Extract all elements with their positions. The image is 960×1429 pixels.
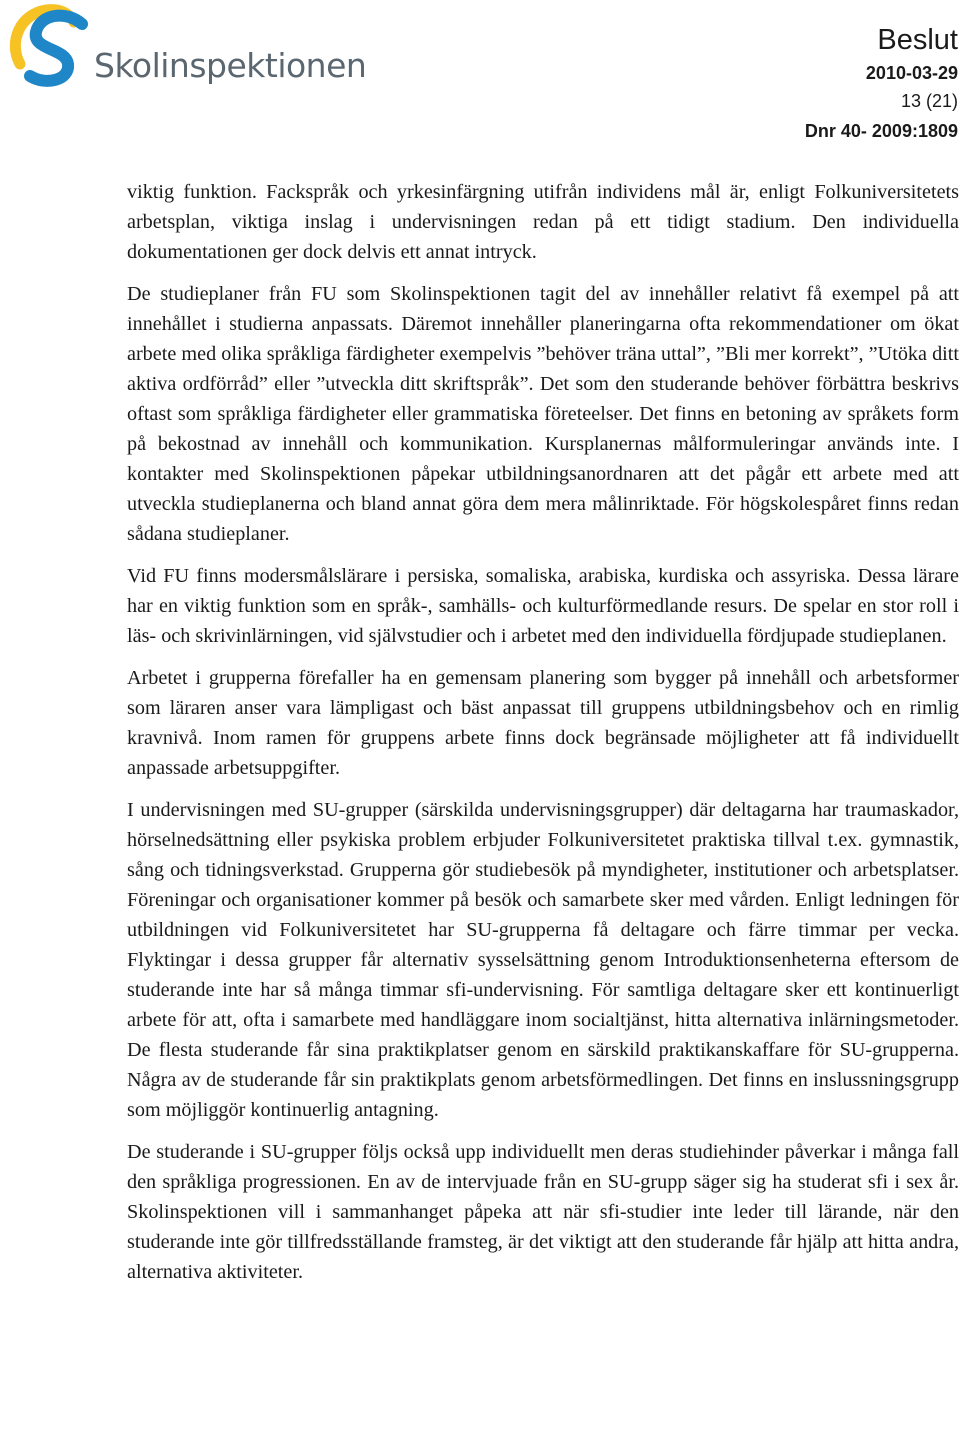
document-date: 2010-03-29 (865, 63, 958, 83)
registration-number: Dnr 40- 2009:1809 (804, 121, 958, 141)
document-body (127, 177, 959, 1299)
paragraph: viktig funktion. Fackspråk och yrkesinfärgning utifrån individens mål är, enligt Folkuniversitetets arbetsplan, viktiga inslag i undervisningen redan på ett tidigt stadium. Den individuella dokumentationen ger dock delvis ett annat intryck. (127, 181, 959, 263)
paragraph: I undervisningen med SU-grupper (särskilda undervisningsgrupper) där deltagarna har traumaskador, hörselnedsättning eller psykiska problem erbjuder Folkuniversitetet praktiska tillval t.ex. gymnastik, sång och tidningsverkstad. Grupperna gör studiebesök på myndigheter, institutioner och arbetsplatser. Föreningar och organisationer kommer på besök och samarbete sker med vården. Enligt ledningen för utbildningen vid Folkuniversitetet har SU-grupperna få deltagare och färre timmar per vecka. Flyktingar i dessa grupper får alternativ sysselsättning genom Introduktionsenheterna eftersom de studerande inte har så många timmar sfi-undervisning. För samtliga deltagare sker ett kontinuerligt arbete för att, ofta i samarbete med handläggare inom socialtjänst, hitta alternativa inlärningsmetoder. De flesta studerande får sina praktikplatser genom en särskild praktikanskaffare för SU-gruppernа. Några av de studerande får sin praktikplats genom arbetsförmedlingen. Det finns en inslussningsgrupp som möjliggör kontinuerlig antagning. (127, 799, 959, 1121)
skolinspektionen-logo (6, 2, 367, 92)
paragraph: De studieplaner från FU som Skolinspektionen tagit del av innehåller relativt få exempel på att innehållet i studierna anpassats. Däremot innehåller planeringarna ofta rekommendationer om ökat arbete med olika språkliga färdigheter exempelvis ”behöver träna uttal”, ”Bli mer korrekt”, ”Utöka ditt aktiva ordförråd” eller ”utveckla ditt skriftspråk”. Det som den studerande behöver förbättra beskrivs oftast som språkliga färdigheter eller grammatiska företeelser. Det finns en betoning av språkets form på bekostnad av innehåll och kommunikation. Kursplanernas målformuleringar används inte. I kontakter med Skolinspektionen påpekar utbildningsanordnaren att det pågår ett arbete med att utveckla studieplanerna och bland annat göra dem mera målinriktade. För högskolespåret finns redan sådana studieplaner. (127, 283, 959, 545)
paragraph: De studerande i SU-grupper följs också upp individuellt men deras studiehinder påverkar i många fall den språkliga progressionen. En av de intervjuade från en SU-grupp säger sig ha studerat sfi i sex år. Skolinspektionen vill i sammanhanget påpeka att när sfi-studier inte leder till lärande, när den studerande inte gör tillfredsställande framsteg, är det viktigt att den studerande får hjälp att hitta andra, alternativa aktiviteter. (127, 1141, 959, 1283)
logo-swirl-icon (6, 2, 106, 92)
page-header (0, 0, 960, 160)
page-number: 13 (21) (900, 91, 958, 111)
paragraph: Arbetet i grupperna förefaller ha en gemensam planering som bygger på innehåll och arbetsformer som läraren anser vara lämpligast och bäst anpassat till gruppens utbildningsbehov och en rimlig kravnivå. Inom ramen för gruppens arbete finns dock begränsade möjligheter att få individuellt anpassade arbetsuppgifter. (127, 667, 959, 779)
document-type: Beslut (877, 24, 958, 56)
paragraph: Vid FU finns modersmålslärare i persiska, somaliska, arabiska, kurdiska och assyriska. Dessa lärare har en viktig funktion som en språk-, samhälls- och kulturförmedlande resurs. De spelar en stor roll i läs- och skrivinlärningen, vid självstudier och i arbetet med den individuella fördjupade studieplanen. (127, 565, 959, 647)
logo-wordmark: Skolinspektionen (94, 46, 367, 85)
document-meta (805, 22, 958, 146)
